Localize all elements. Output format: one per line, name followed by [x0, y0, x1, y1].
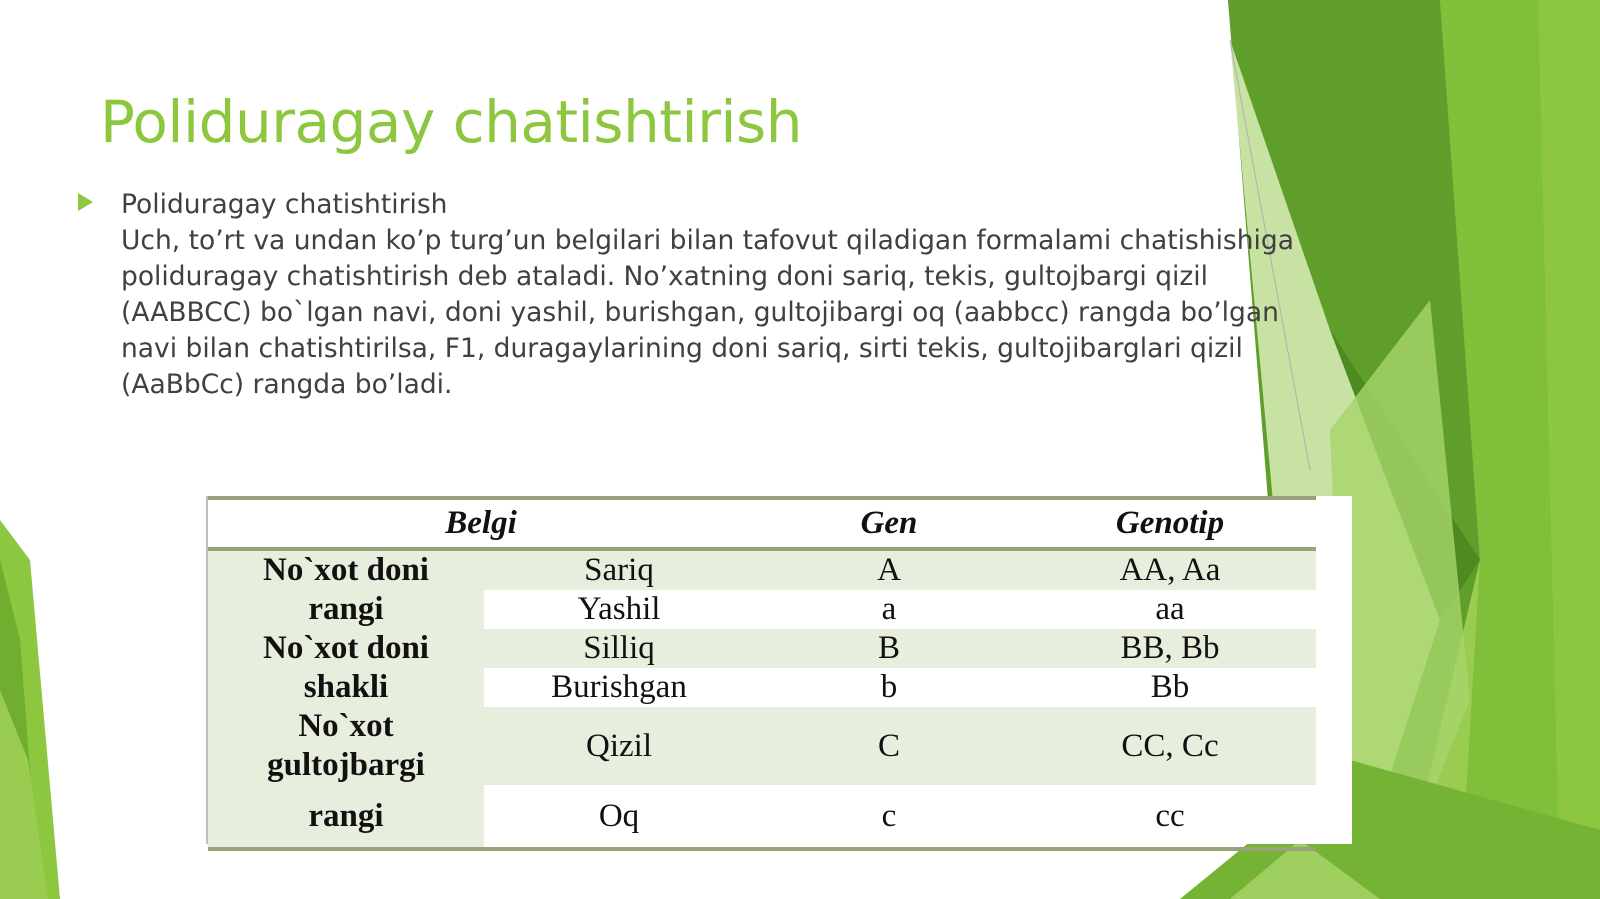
body-line: poliduragay chatishtirish deb ataladi. No’xatning doni sariq, tekis, gultojbargi qizil: [121, 261, 1209, 292]
table-row: [208, 668, 1316, 707]
table-row: [208, 549, 1316, 590]
header-belgi: Belgi: [208, 498, 754, 549]
triangle-bullet-icon: [78, 193, 93, 211]
belgi-label: No`xot doni: [208, 549, 484, 590]
trait-cell: Oq: [484, 785, 754, 849]
body-line: Uch, to’rt va undan ko’p turg’un belgilari bilan tafovut qiladigan formalami chatishishiga: [121, 225, 1294, 256]
table-header-row: [208, 498, 1316, 549]
genotype-table: [208, 496, 1316, 851]
gen-cell: A: [754, 549, 1024, 590]
gen-cell: c: [754, 785, 1024, 849]
body-line: (AaBbCc) rangda bo’ladi.: [121, 369, 453, 400]
trait-cell: Yashil: [577, 591, 661, 627]
table-row: [208, 629, 1316, 668]
gen-cell: C: [754, 707, 1024, 785]
belgi-label-line: gultojbargi: [267, 747, 425, 783]
body-line: (AABBCC) bo`lgan navi, doni yashil, burishgan, gultojibargi oq (aabbcc) rangda bo’lgan: [121, 297, 1279, 328]
belgi-label-line: No`xot: [298, 708, 394, 744]
belgi-label: rangi: [208, 590, 484, 629]
belgi-label: [208, 707, 484, 785]
gen-cell: a: [881, 591, 897, 627]
header-genotip: Genotip: [1024, 498, 1316, 549]
genotip-cell: CC, Cc: [1024, 707, 1316, 785]
trait-cell: Burishgan: [551, 669, 687, 705]
slide-title: Poliduragay chatishtirish: [100, 88, 803, 156]
table-row: [208, 590, 1316, 629]
table-row: [208, 785, 1316, 849]
genotip-cell: BB, Bb: [1024, 629, 1316, 668]
header-gen: Gen: [754, 498, 1024, 549]
body-line: Poliduragay chatishtirish: [121, 189, 448, 220]
trait-cell: Sariq: [484, 549, 754, 590]
slide-body-text: [121, 187, 1361, 403]
genotip-cell: aa: [1155, 591, 1185, 627]
gen-cell: b: [880, 669, 898, 705]
genotype-table-image: [206, 496, 1352, 844]
trait-cell: Qizil: [484, 707, 754, 785]
belgi-label: shakli: [208, 668, 484, 707]
table-row: [208, 707, 1316, 785]
gen-cell: B: [754, 629, 1024, 668]
body-line: navi bilan chatishtirilsa, F1, duragaylarining doni sariq, sirti tekis, gultojibarglari qizil: [121, 333, 1243, 364]
genotip-cell: Bb: [1150, 669, 1190, 705]
belgi-label: No`xot doni: [208, 629, 484, 668]
belgi-label: rangi: [208, 785, 484, 849]
genotip-cell: AA, Aa: [1024, 549, 1316, 590]
genotip-cell: cc: [1024, 785, 1316, 849]
trait-cell: Silliq: [484, 629, 754, 668]
